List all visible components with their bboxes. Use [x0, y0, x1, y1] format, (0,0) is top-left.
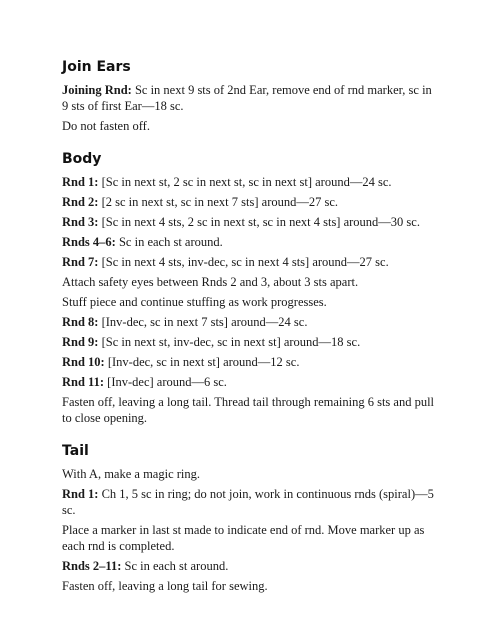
pattern-row	[62, 314, 440, 330]
pattern-row	[62, 354, 440, 370]
row-label: Rnd 1:	[62, 175, 99, 189]
instruction-text	[62, 522, 440, 554]
section-body	[62, 150, 440, 426]
row-text: [Sc in next 4 sts, 2 sc in next st, sc in next 4 sts] around—30 sc.	[98, 215, 420, 229]
instruction-text	[62, 118, 440, 134]
row-label: Rnd 11:	[62, 375, 105, 389]
pattern-row	[62, 174, 440, 190]
pattern-row	[62, 334, 440, 350]
row-text: Do not fasten off.	[62, 119, 150, 133]
row-text: [Inv-dec, sc in next st] around—12 sc.	[104, 355, 300, 369]
row-text: Stuff piece and continue stuffing as work progresses.	[62, 295, 327, 309]
section-heading: Body	[62, 151, 102, 167]
row-text: Sc in each st around.	[115, 235, 223, 249]
pattern-row	[62, 254, 440, 270]
row-text: [Sc in next st, inv-dec, sc in next st] around—18 sc.	[98, 335, 361, 349]
instruction-text	[62, 394, 440, 426]
pattern-row	[62, 214, 440, 230]
row-label: Rnd 10:	[62, 355, 105, 369]
row-label: Rnd 7:	[62, 255, 99, 269]
row-text: [Sc in next 4 sts, inv-dec, sc in next 4 sts] around—27 sc.	[98, 255, 389, 269]
row-label: Rnds 4–6:	[62, 235, 116, 249]
row-text: Sc in next 9 sts of 2nd Ear, remove end of rnd marker, sc in 9 sts of first Ear—18 sc.	[62, 83, 432, 113]
instruction-text	[62, 578, 440, 594]
row-text: Fasten off, leaving a long tail for sewing.	[62, 579, 268, 593]
instruction-text	[62, 274, 440, 290]
row-text: Attach safety eyes between Rnds 2 and 3, about 3 sts apart.	[62, 275, 359, 289]
row-text: With A, make a magic ring.	[62, 467, 201, 481]
row-text: [Inv-dec, sc in next 7 sts] around—24 sc.	[98, 315, 308, 329]
section-join-ears	[62, 58, 440, 134]
row-label: Rnd 1:	[62, 487, 99, 501]
section-spacer	[62, 138, 440, 150]
row-label: Rnd 8:	[62, 315, 99, 329]
section-heading: Tail	[62, 443, 89, 459]
pattern-row	[62, 486, 440, 518]
instruction-text	[62, 466, 440, 482]
row-text: [2 sc in next st, sc in next 7 sts] around—27 sc.	[98, 195, 339, 209]
row-label: Rnd 2:	[62, 195, 99, 209]
pattern-row	[62, 194, 440, 210]
pattern-row	[62, 558, 440, 574]
row-text: [Inv-dec] around—6 sc.	[104, 375, 227, 389]
instruction-text	[62, 294, 440, 310]
pattern-row	[62, 374, 440, 390]
row-label: Rnds 2–11:	[62, 559, 122, 573]
row-text: Place a marker in last st made to indicate end of rnd. Move marker up as each rnd is completed.	[62, 523, 425, 553]
section-heading: Join Ears	[62, 59, 131, 75]
row-text: Ch 1, 5 sc in ring; do not join, work in continuous rnds (spiral)—5 sc.	[62, 487, 434, 517]
section-tail	[62, 442, 440, 594]
section-spacer	[62, 430, 440, 442]
pattern-row	[62, 82, 440, 114]
row-label: Joining Rnd:	[62, 83, 132, 97]
pattern-page	[62, 58, 440, 598]
row-label: Rnd 3:	[62, 215, 99, 229]
pattern-row	[62, 234, 440, 250]
row-text: Fasten off, leaving a long tail. Thread tail through remaining 6 sts and pull to close opening.	[62, 395, 435, 425]
row-text: Sc in each st around.	[121, 559, 229, 573]
row-text: [Sc in next st, 2 sc in next st, sc in next st] around—24 sc.	[98, 175, 392, 189]
row-label: Rnd 9:	[62, 335, 99, 349]
